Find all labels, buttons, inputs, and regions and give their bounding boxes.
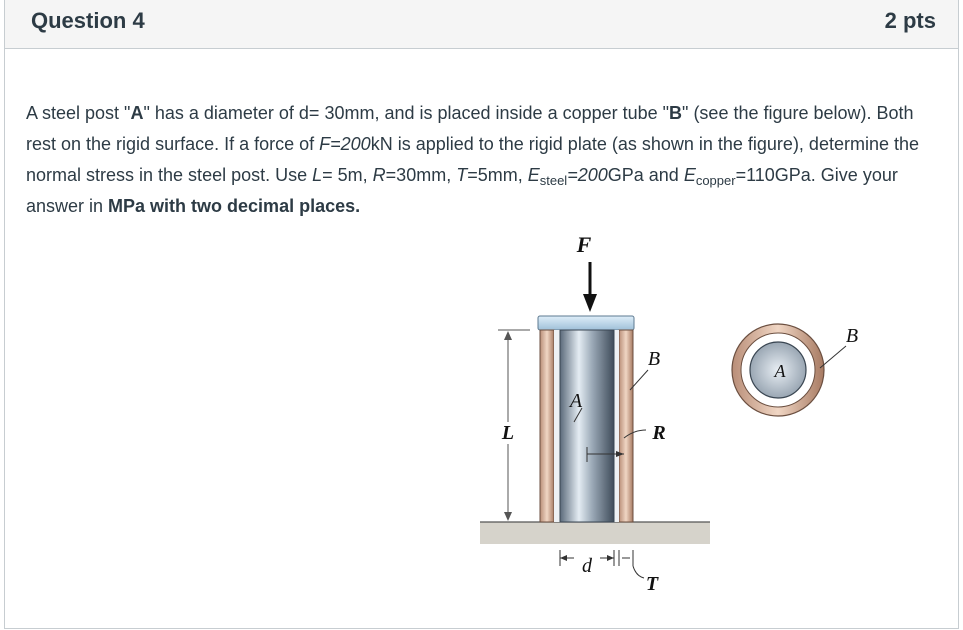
radius-symbol: R	[372, 165, 386, 185]
force-arrow-icon	[583, 262, 597, 312]
answer-format: MPa with two decimal places.	[108, 196, 361, 216]
thickness-dimension	[619, 550, 644, 578]
force-label: F	[576, 232, 592, 257]
tube-name: B	[669, 103, 683, 123]
e-copper-symbol: E	[683, 165, 696, 185]
e-steel-subscript: steel	[539, 173, 568, 188]
text-segment: " has a diameter of d= 30mm, and is placed inside a copper tube "	[143, 103, 670, 123]
section-post-label: A	[774, 361, 786, 381]
e-copper-subscript: copper	[695, 173, 736, 188]
post-label: A	[569, 390, 583, 412]
text-segment: = 5m,	[322, 165, 373, 185]
thickness-label: T	[645, 573, 659, 595]
e-steel-symbol: E	[527, 165, 540, 185]
post-tube-figure	[474, 232, 874, 602]
question-header	[5, 0, 958, 49]
length-symbol: L	[312, 165, 323, 185]
text-segment: =30mm,	[385, 165, 457, 185]
question-points: 2 pts	[884, 8, 936, 33]
section-tube-leader-line	[820, 346, 846, 368]
length-label: L	[501, 422, 515, 444]
radius-label: R	[652, 422, 666, 444]
force-value: F=200	[319, 134, 371, 154]
e-steel-value: =200	[567, 165, 608, 185]
section-tube-label: B	[845, 325, 859, 347]
thickness-symbol: T	[456, 165, 468, 185]
copper-tube-right-wall	[619, 330, 633, 522]
text-segment: =110GPa. Give your answer in	[26, 165, 898, 216]
diameter-label: d	[582, 555, 592, 577]
text-segment: A steel post "	[26, 103, 131, 123]
steel-post	[560, 330, 614, 522]
post-name: A	[130, 103, 144, 123]
text-segment: =5mm,	[467, 165, 528, 185]
tube-label: B	[647, 348, 661, 370]
rigid-plate	[538, 316, 634, 330]
ground	[480, 522, 710, 544]
text-segment: kN is applied to the rigid plate (as shown in the figure), determine the normal stress in the steel post. Use	[26, 134, 919, 185]
text-segment: " (see the figure below). Both rest on the rigid surface. If a force of	[26, 103, 914, 154]
text-segment: GPa and	[607, 165, 684, 185]
question-text	[26, 98, 938, 222]
question-title: Question 4	[31, 8, 145, 33]
copper-tube-left-wall	[540, 330, 554, 522]
